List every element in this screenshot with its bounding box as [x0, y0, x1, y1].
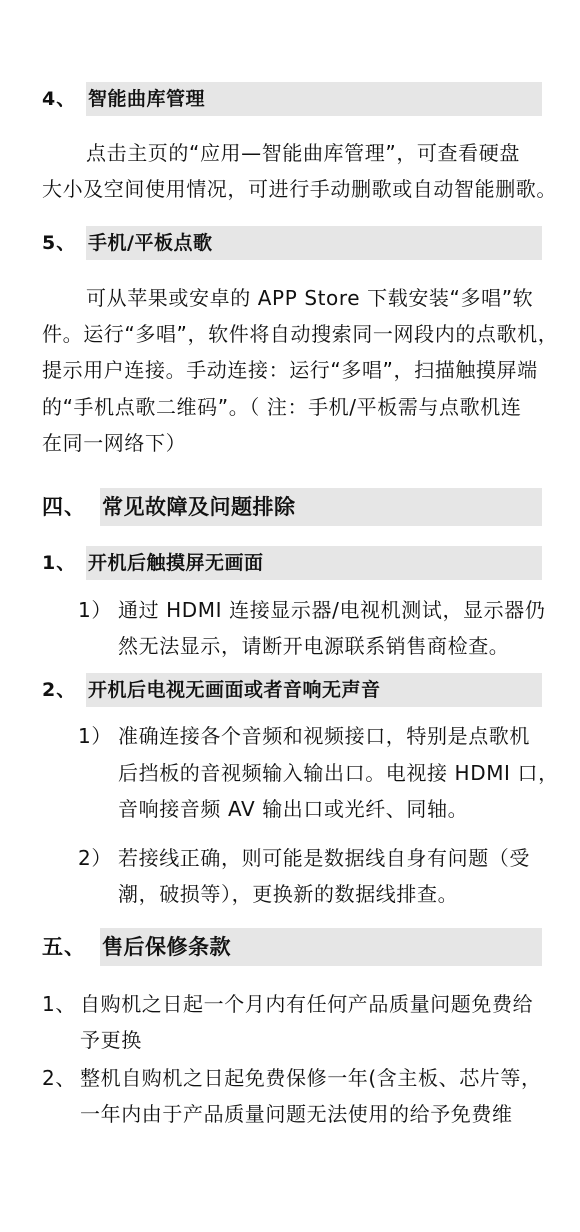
- step-line: 潮，破损等），更换新的数据线排查。: [118, 882, 459, 906]
- paragraph-line: 大小及空间使用情况，可进行手动删歌或自动智能删歌。: [42, 177, 557, 201]
- step-line: 通过 HDMI 连接显示器/电视机测试，显示器仍: [118, 598, 546, 622]
- step-marker: 1）: [78, 724, 112, 748]
- clause-line: 自购机之日起一个月内有任何产品质量问题免费给: [80, 992, 534, 1016]
- clause-line: 予更换: [80, 1028, 142, 1052]
- clause-marker: 1、: [42, 992, 76, 1016]
- paragraph-line: 可从苹果或安卓的 APP Store 下载安装“多唱”软: [86, 286, 534, 310]
- paragraph-line: 的“手机点歌二维码”。（ 注：手机/平板需与点歌机连: [42, 395, 522, 419]
- chapter-title: 常见故障及问题排除: [102, 495, 296, 519]
- item-title: 开机后电视无画面或者音响无声音: [88, 679, 381, 701]
- step-line: 准确连接各个音频和视频接口，特别是点歌机: [118, 724, 530, 748]
- section-number: 5、: [42, 232, 77, 254]
- step-marker: 2）: [78, 846, 112, 870]
- chapter-title: 售后保修条款: [102, 935, 231, 959]
- step-line: 若接线正确，则可能是数据线自身有问题（受: [118, 846, 530, 870]
- clause-marker: 2、: [42, 1066, 76, 1090]
- chapter-heading-band: [100, 928, 542, 966]
- section-heading-band: [86, 226, 542, 260]
- item-number: 1、: [42, 552, 77, 574]
- item-heading-band: [86, 546, 542, 580]
- chapter-number: 五、: [42, 935, 86, 959]
- chapter-number: 四、: [42, 495, 86, 519]
- item-title: 开机后触摸屏无画面: [88, 552, 264, 574]
- section-heading-band: [86, 82, 542, 116]
- paragraph-line: 在同一网络下）: [42, 431, 187, 455]
- section-number: 4、: [42, 88, 77, 110]
- section-title: 智能曲库管理: [88, 88, 206, 110]
- paragraph-line: 件。运行“多唱”，软件将自动搜索同一网段内的点歌机，: [42, 322, 559, 346]
- clause-line: 整机自购机之日起免费保修一年(含主板、芯片等，: [80, 1066, 542, 1090]
- item-heading-band: [86, 673, 542, 707]
- step-line: 音响接音频 AV 输出口或光纤、同轴。: [118, 797, 469, 821]
- step-line: 然无法显示，请断开电源联系销售商检查。: [118, 634, 510, 658]
- paragraph-line: 点击主页的“应用—智能曲库管理”，可查看硬盘: [86, 141, 520, 165]
- section-title: 手机/平板点歌: [88, 232, 213, 254]
- step-marker: 1）: [78, 598, 112, 622]
- chapter-heading-band: [100, 488, 542, 526]
- step-line: 后挡板的音视频输入输出口。电视接 HDMI 口，: [118, 761, 559, 785]
- paragraph-line: 提示用户连接。手动连接：运行“多唱”，扫描触摸屏端: [42, 358, 538, 382]
- clause-line: 一年内由于产品质量问题无法使用的给予免费维: [80, 1102, 513, 1126]
- item-number: 2、: [42, 679, 77, 701]
